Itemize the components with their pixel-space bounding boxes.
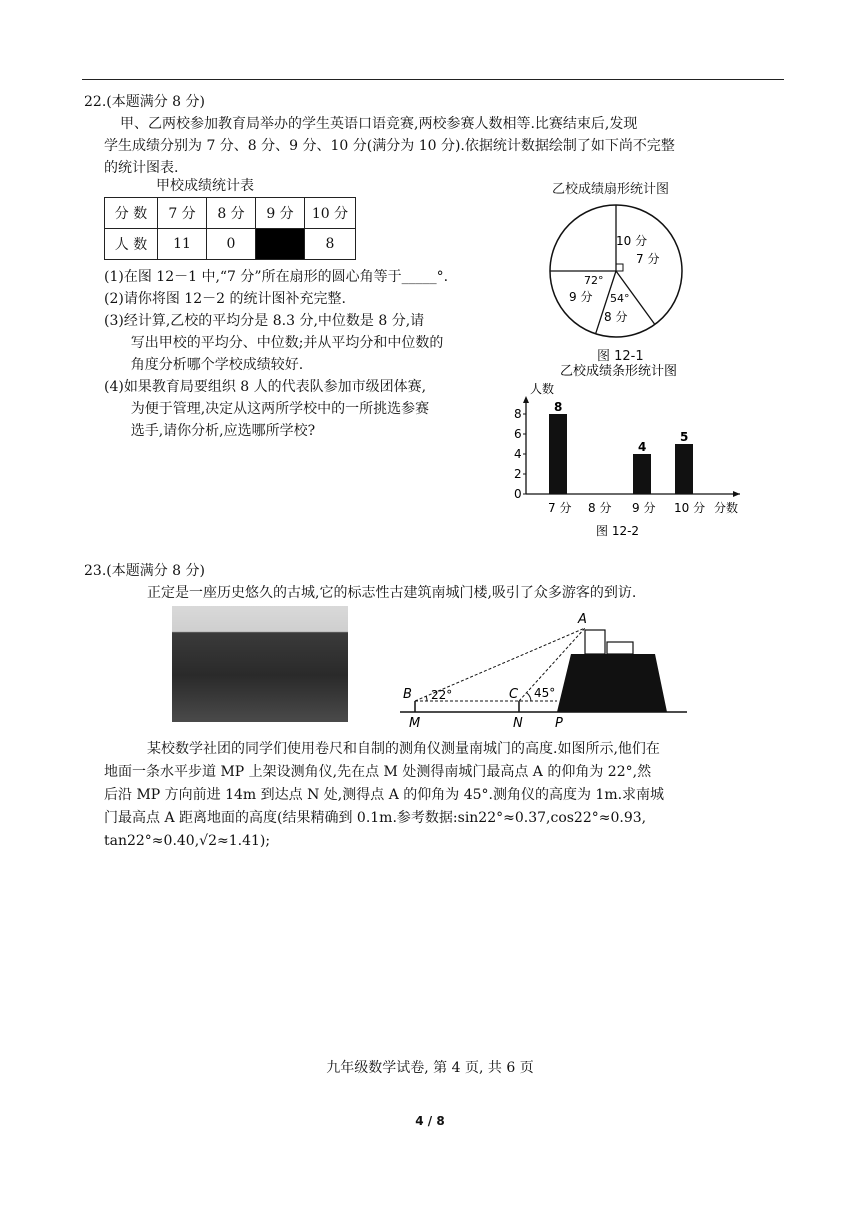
measurement-diagram — [395, 606, 695, 736]
bar-chart-title: 乙校成绩条形统计图 — [560, 364, 678, 379]
table-cell: 人 数 — [105, 229, 158, 260]
label-M: M — [409, 716, 421, 731]
bar — [549, 414, 567, 494]
footer-exam-info: 九年级数学试卷, 第 4 页, 共 6 页 — [326, 1060, 534, 1076]
angle-arc-22 — [426, 696, 427, 701]
label-N: N — [513, 716, 523, 731]
q22-intro-line2: 学生成绩分别为 7 分、8 分、9 分、10 分(满分为 10 分).依据统计数据绘制了如下尚不完整 — [104, 138, 675, 154]
table-cell: 11 — [158, 229, 207, 260]
q23-intro: 正定是一座历史悠久的古城,它的标志性古建筑南城门楼,吸引了众多游客的到访. — [147, 585, 637, 601]
bar — [633, 454, 651, 494]
label-C: C — [509, 687, 519, 702]
bar-caption: 图 12-2 — [596, 524, 640, 538]
pie-angle-54: 54° — [610, 292, 630, 305]
q22-item-3a: (3)经计算,乙校的平均分是 8.3 分,中位数是 8 分,请 — [104, 313, 425, 329]
y-axis-arrow — [523, 396, 529, 403]
q23-body-line2: 地面一条水平步道 MP 上架设测角仪,先在点 M 处测得南城门最高点 A 的仰角为 22°,然 — [104, 764, 652, 780]
pie-label-seven: 7 分 — [636, 252, 660, 266]
q22-item-4c: 选手,请你分析,应选哪所学校? — [104, 423, 316, 439]
pie-label-eight: 8 分 — [604, 310, 628, 324]
angle-arc-45 — [527, 693, 531, 701]
q23-header: 23.(本题满分 8 分) — [84, 563, 205, 579]
y-tick-label: 6 — [514, 427, 522, 441]
pie-angle-72: 72° — [584, 274, 604, 287]
q23-body-line1: 某校数学社团的同学们使用卷尺和自制的测角仪测量南城门的高度.如图所示,他们在 — [147, 741, 660, 757]
x-tick-label: 8 分 — [588, 501, 612, 515]
school-a-score-table — [104, 197, 356, 260]
q22-item-3c: 角度分析哪个学校成绩较好. — [104, 357, 304, 373]
label-B: B — [403, 687, 412, 702]
q22-item-3b: 写出甲校的平均分、中位数;并从平均分和中位数的 — [104, 335, 444, 351]
q22-header: 22.(本题满分 8 分) — [84, 94, 205, 110]
bar-x-axis-label: 分数 — [714, 501, 739, 515]
pie-chart — [540, 200, 700, 346]
bar — [675, 444, 693, 494]
q22-item-4a: (4)如果教育局要组织 8 人的代表队参加市级团体赛, — [104, 379, 427, 395]
angle-label-22: 22° — [431, 688, 453, 702]
pie-label-nine: 9 分 — [569, 290, 593, 304]
label-A: A — [578, 612, 587, 627]
q23-body-line5: tan22°≈0.40,√2≈1.41); — [104, 833, 271, 849]
table-header-cell: 7 分 — [158, 198, 207, 229]
bar-data-label: 8 — [554, 400, 563, 414]
bar-data-label: 4 — [638, 440, 647, 454]
pie-caption: 图 12-1 — [597, 349, 644, 364]
table-header-cell: 8 分 — [207, 198, 256, 229]
pie-title: 乙校成绩扇形统计图 — [552, 182, 670, 197]
x-axis-arrow — [733, 491, 740, 497]
y-tick-label: 8 — [514, 407, 522, 421]
table-cell: 0 — [207, 229, 256, 260]
bar-y-axis-label: 人数 — [530, 382, 555, 396]
table-header-cell: 9 分 — [256, 198, 305, 229]
q23-body-line4: 门最高点 A 距离地面的高度(结果精确到 0.1m.参考数据:sin22°≈0.37,cos22°≈0.93, — [104, 810, 647, 826]
bar-chart — [500, 362, 760, 538]
gate-tower — [585, 630, 605, 654]
angle-label-45: 45° — [534, 686, 556, 700]
table-title: 甲校成绩统计表 — [156, 178, 254, 194]
bar-data-label: 5 — [680, 430, 689, 444]
q22-item-4b: 为便于管理,决定从这两所学校中的一所挑选参赛 — [104, 401, 430, 417]
x-tick-label: 9 分 — [632, 501, 656, 515]
q23-body-line3: 后沿 MP 方向前进 14m 到达点 N 处,测得点 A 的仰角为 45°.测角仪的高度为 1m.求南城 — [104, 787, 665, 803]
x-tick-label: 7 分 — [548, 501, 572, 515]
footer-page-number: 4 / 8 — [415, 1114, 445, 1128]
q22-intro-line1: 甲、乙两校参加教育局举办的学生英语口语竞赛,两校参赛人数相等.比赛结束后,发现 — [120, 116, 638, 132]
table-header-cell: 10 分 — [305, 198, 356, 229]
y-tick-label: 2 — [514, 467, 522, 481]
q22-item-1: (1)在图 12－1 中,“7 分”所在扇形的圆心角等于_____°. — [104, 269, 449, 285]
q22-item-2: (2)请你将图 12－2 的统计图补充完整. — [104, 291, 346, 307]
x-tick-label: 10 分 — [674, 501, 706, 515]
label-P: P — [555, 716, 563, 731]
y-tick-label: 4 — [514, 447, 522, 461]
y-tick-label: 0 — [514, 487, 522, 501]
table-header-cell: 分 数 — [105, 198, 158, 229]
city-gate-photo — [172, 606, 348, 722]
gate-roof — [607, 642, 633, 654]
top-rule — [82, 79, 784, 80]
table-cell: 8 — [305, 229, 356, 260]
gate-building — [557, 654, 667, 712]
pie-label-ten: 10 分 — [616, 234, 648, 248]
table-cell-blacked-out — [256, 229, 305, 260]
q22-intro-line3: 的统计图表. — [104, 160, 179, 176]
right-angle-mark — [616, 264, 623, 271]
